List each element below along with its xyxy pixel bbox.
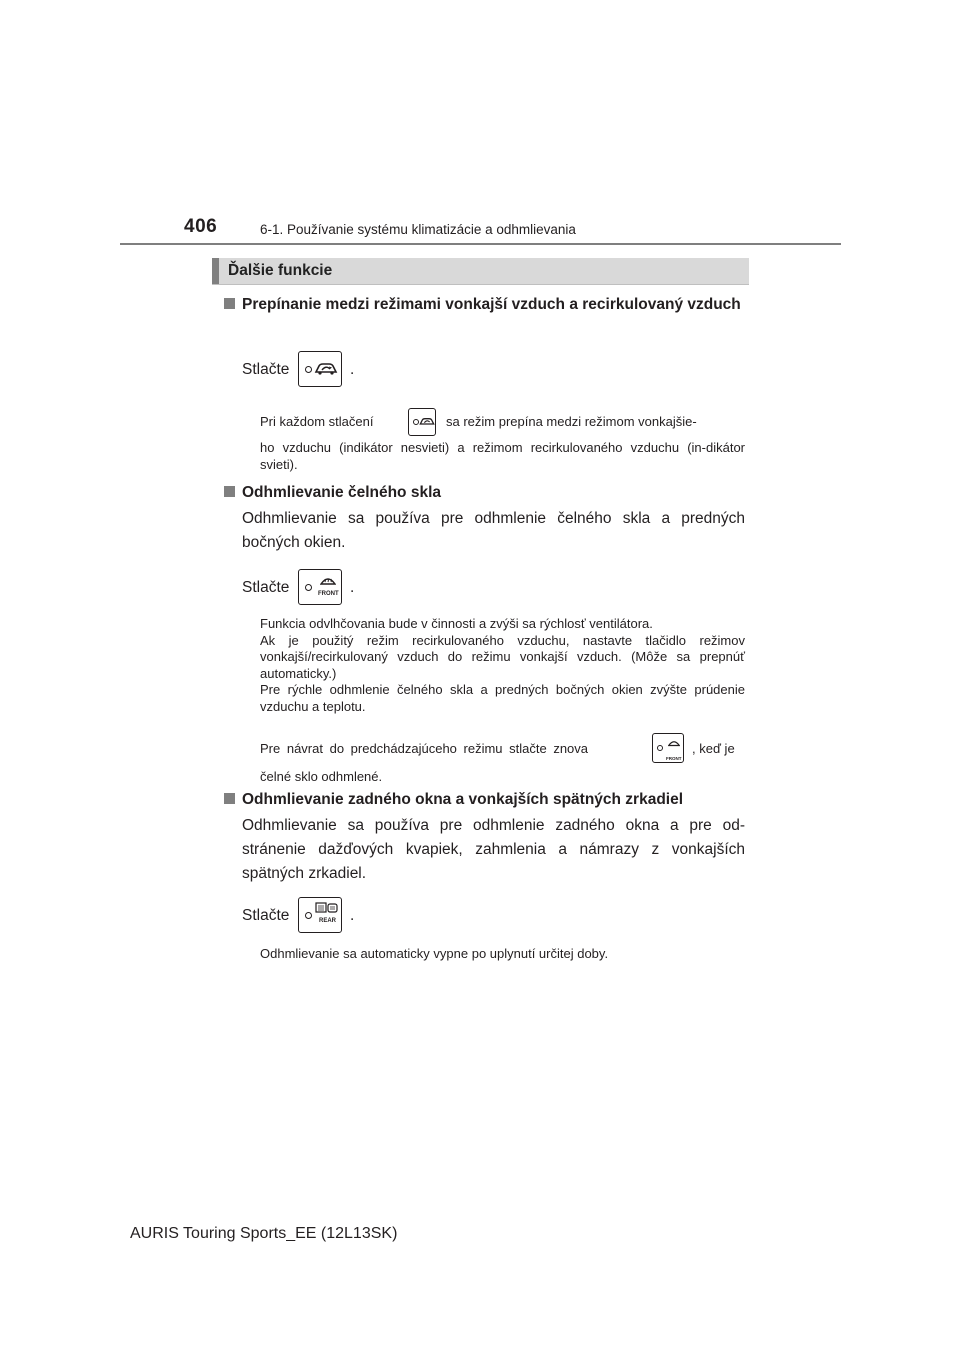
recirculation-button[interactable] [298, 351, 342, 387]
press-word: Stlačte [242, 907, 290, 924]
front-button-label: FRONT [666, 756, 682, 761]
windshield-return-note [260, 733, 745, 786]
bullet-square [224, 298, 235, 309]
rear-heading [224, 787, 746, 813]
rear-defrost-icon [315, 902, 339, 914]
page-number: 406 [184, 216, 218, 237]
indicator-light [305, 584, 312, 591]
return-line1-tail: , keď je [692, 741, 735, 756]
windshield-heading-text: Odhmlievanie čelného skla [242, 484, 441, 501]
period: . [350, 907, 355, 924]
recirculation-note-line1-tail: sa režim prepína medzi režimom vonkajšie- [446, 414, 697, 429]
period: . [350, 361, 355, 378]
recirculation-heading-text: Prepínanie medzi režimami vonkajší vzduch a recirkulovaný vzduch [242, 296, 741, 313]
recirculation-button-inline[interactable] [408, 408, 436, 436]
rear-body: Odhmlievanie sa používa pre odhmlenie zadného okna a pre od-stránenie dažďových kvapiek, zahmlenia a námrazy z vonkajších spätných zrkadiel. [242, 817, 745, 882]
chapter-title: 6-1. Používanie systému klimatizácie a odhmlievania [260, 222, 576, 237]
rear-button-label: REAR [319, 918, 337, 924]
period: . [350, 579, 355, 596]
return-first-line [260, 733, 745, 765]
recirculation-note [260, 408, 745, 473]
recirculation-note-rest: ho vzduchu (indikátor nesvieti) a režimom recirkulovaného vzduchu (in-dikátor svieti). [260, 440, 745, 472]
recirculation-icon [419, 416, 435, 428]
recirculation-heading [224, 292, 746, 318]
section-bar [212, 258, 749, 285]
front-defrost-icon [320, 574, 336, 586]
press-word: Stlačte [242, 579, 290, 596]
recirculation-icon [314, 360, 338, 378]
rear-defrost-button[interactable] [298, 897, 342, 933]
indicator-light [305, 366, 312, 373]
return-part1: Pre návrat do predchádzajúceho režimu stlačte znova [260, 741, 589, 756]
front-defrost-button-inline[interactable] [652, 733, 684, 763]
front-button-label: FRONT [318, 591, 339, 597]
front-defrost-button[interactable] [298, 569, 342, 605]
bullet-square [224, 486, 235, 497]
windshield-heading [224, 480, 746, 506]
indicator-light [657, 745, 663, 751]
header-rule [120, 243, 841, 245]
return-rest: čelné sklo odhmlené. [260, 769, 383, 784]
press-word: Stlačte [242, 361, 290, 378]
section-title: Ďalšie funkcie [228, 262, 333, 279]
bullet-square [224, 793, 235, 804]
footer-model: AURIS Touring Sports_EE (12L13SK) [130, 1225, 398, 1242]
windshield-body: Odhmlievanie sa používa pre odhmlenie čelného skla a predných bočných okien. [242, 510, 745, 551]
recirculation-note-part1: Pri každom stlačení [260, 414, 374, 429]
section-bar-accent [212, 258, 219, 284]
front-defrost-icon [668, 738, 680, 747]
recirculation-note-first-line [260, 408, 745, 436]
rear-note: Odhmlievanie sa automaticky vypne po uplynutí určitej doby. [260, 946, 609, 961]
windshield-note: Funkcia odvlhčovania bude v činnosti a zvýši sa rýchlosť ventilátora. Ak je použitý režim recirkulovaného vzduchu, nastavte tlačidlo režimov vonkajší/recirkulovaný vzduch do režimu vonkajší vzduch. (Môže sa prepnúť automaticky.) Pre rýchle odhmlenie čelného skla a predných bočných okien zvýšte prúdenie vzduchu a teplotu. [260, 616, 745, 714]
rear-heading-text: Odhmlievanie zadného okna a vonkajších spätných zrkadiel [242, 791, 684, 808]
indicator-light [305, 912, 312, 919]
